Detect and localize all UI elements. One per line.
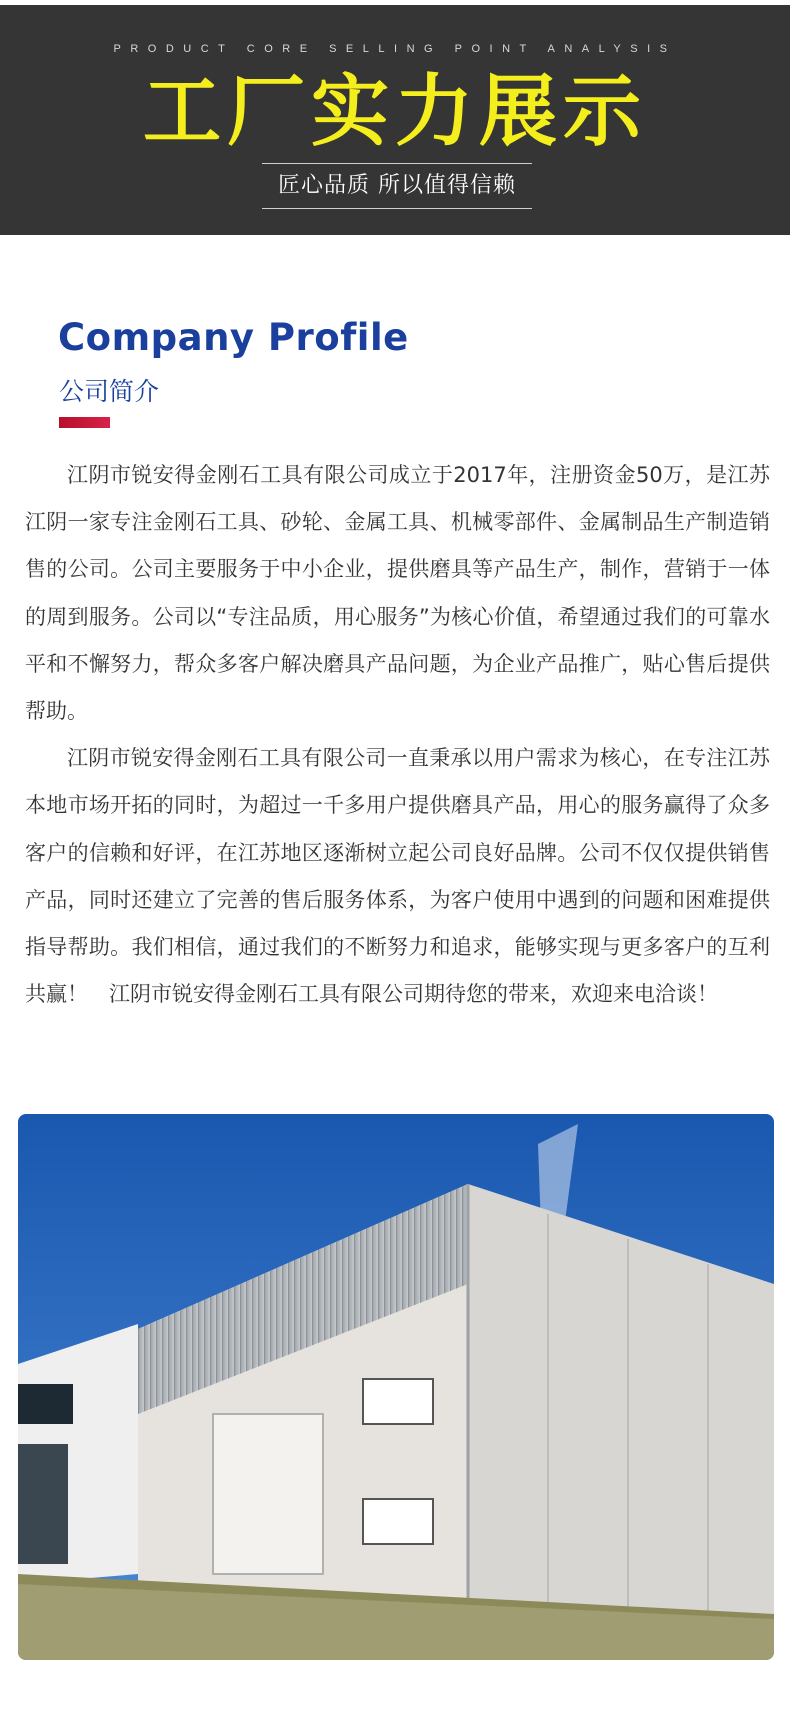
hero-subtitle: 匠心品质 所以值得信赖 bbox=[278, 173, 516, 198]
hero-title: 工厂实力展示 bbox=[142, 67, 647, 157]
hero-kicker: PRODUCT CORE SELLING POINT ANALYSIS bbox=[113, 43, 677, 55]
company-description bbox=[25, 452, 770, 1018]
description-paragraph-2: 江阴市锐安得金刚石工具有限公司一直秉承以用户需求为核心，在专注江苏本地市场开拓的同时，为超过一千多用户提供磨具产品，用心的服务赢得了众多客户的信赖和好评，在江苏地区逐渐树立起公司良好品牌。公司不仅仅提供销售产品，同时还建立了完善的售后服务体系，为客户使用中遇到的问题和困难提供指导帮助。我们相信，通过我们的不断努力和追求，能够实现与更多客户的互利共赢！ 江阴市锐安得金刚石工具有限公司期待您的带来，欢迎来电洽谈！ bbox=[25, 746, 770, 1007]
description-paragraph-1: 江阴市锐安得金刚石工具有限公司成立于2017年，注册资金50万，是江苏江阴一家专注金刚石工具、砂轮、金属工具、机械零部件、金属制品生产制造销售的公司。公司主要服务于中小企业，提供磨具等产品生产，制作，营销于一体的周到服务。公司以“专注品质，用心服务”为核心价值，希望通过我们的可靠水平和不懈努力，帮众多客户解决磨具产品问题，为企业产品推广，贴心售后提供帮助。 bbox=[25, 463, 770, 724]
heading-accent-bar bbox=[59, 417, 110, 428]
factory-building-photo bbox=[18, 1114, 774, 1660]
hero-banner bbox=[0, 5, 790, 235]
factory-illustration bbox=[18, 1114, 774, 1660]
section-heading-chinese: 公司简介 bbox=[59, 377, 160, 406]
section-heading-english: Company Profile bbox=[58, 316, 409, 359]
hero-subtitle-frame bbox=[262, 163, 532, 209]
